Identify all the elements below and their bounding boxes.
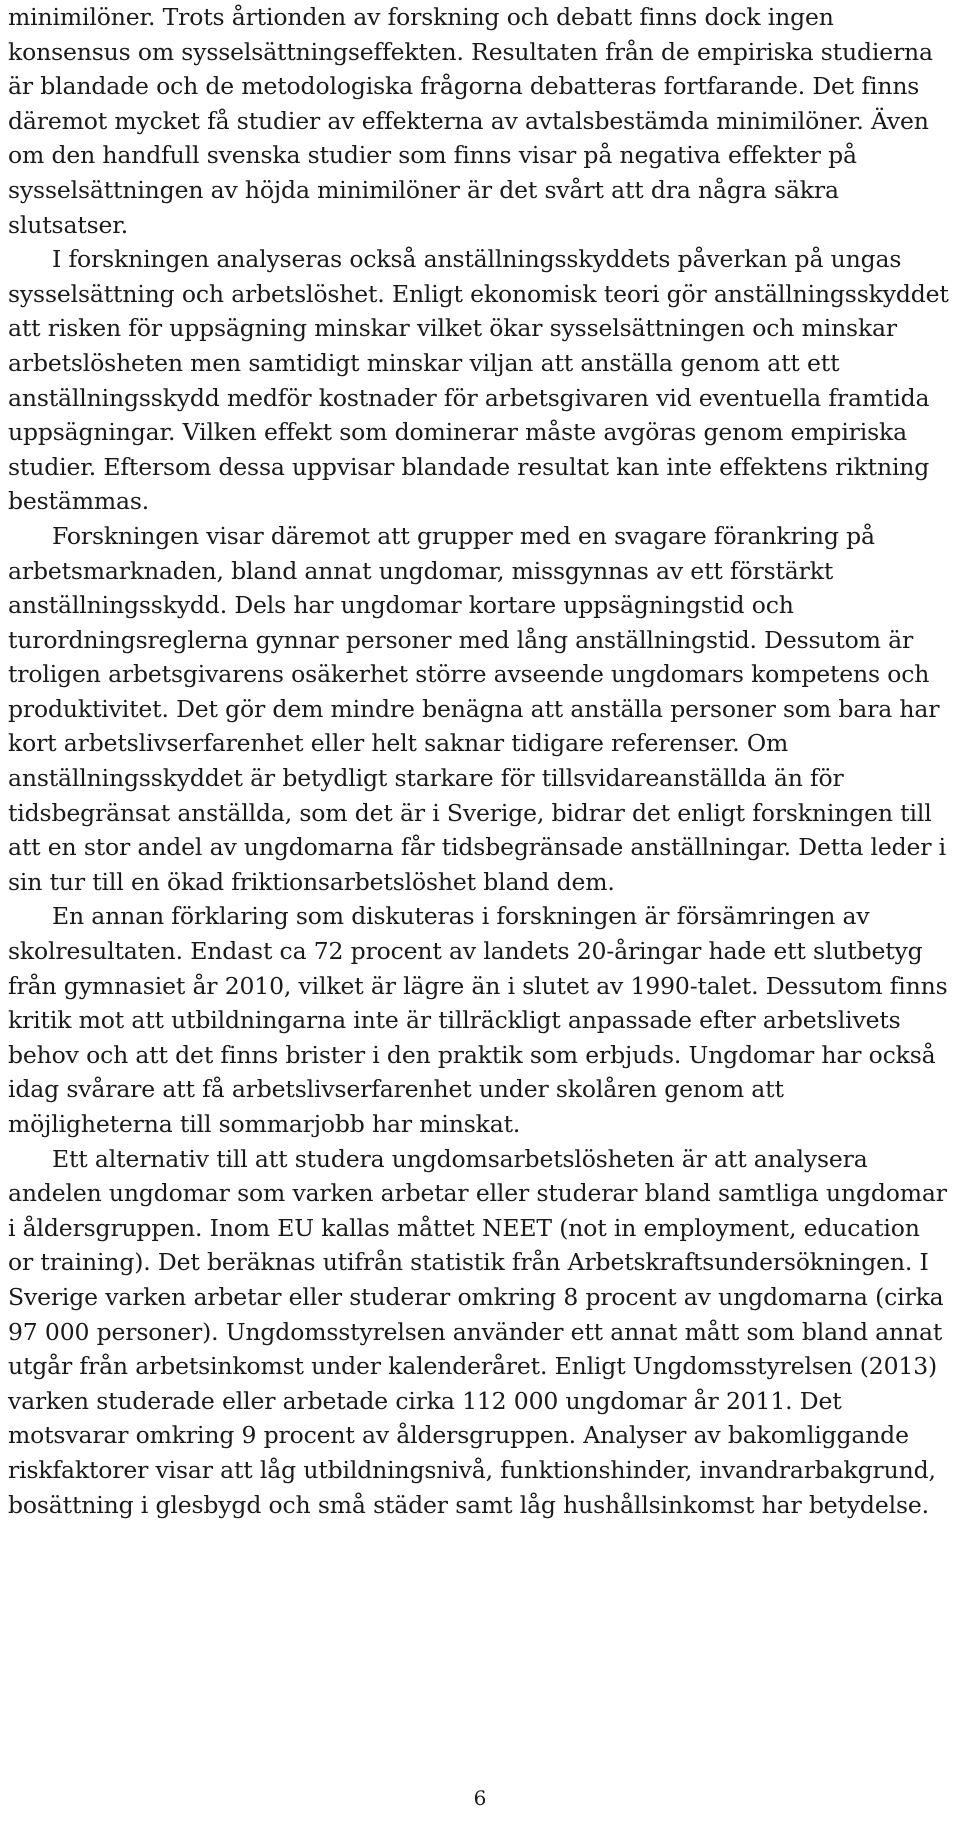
page-number: 6 — [473, 1786, 487, 1810]
paragraph-3: Forskningen visar däremot att grupper med en svagare förankring på arbetsmarknaden, bland annat ungdomar, missgynnas av ett förstärkt anställningsskydd. Dels har ungdomar kortare uppsägningstid och turordningsreglerna gynnar personer med lång anställningstid. Dessutom är troligen arbetsgivarens osäkerhet större avseende ungdomars kompetens och produktivitet. Det gör dem mindre benägna att anställa personer som bara har kort arbetslivserfarenhet eller helt saknar tidigare referenser. Om anställningsskyddet är betydligt starkare för tillsvidareanställda än för tidsbegränsat anställda, som det är i Sverige, bidrar det enligt forskningen till att en stor andel av ungdomarna får tidsbegränsade anställningar. Detta leder i sin tur till en ökad friktionsarbetslöshet bland dem. — [8, 521, 947, 896]
paragraph-5: Ett alternativ till att studera ungdomsarbetslösheten är att analysera andelen ungdomar som varken arbetar eller studerar bland samtliga ungdomar i åldersgruppen. Inom EU kallas måttet NEET (not in employment, education or training). Det beräknas utifrån statistik från Arbetskraftsundersökningen. I Sverige varken arbetar eller studerar omkring 8 procent av ungdomarna (cirka 97 000 personer). Ungdomsstyrelsen använder ett annat mått som bland annat utgår från arbetsinkomst under kalenderåret. Enligt Ungdomsstyrelsen (2013) varken studerade eller arbetade cirka 112 000 ungdomar år 2011. Det motsvarar omkring 9 procent av åldersgruppen. Analyser av bakomliggande riskfaktorer visar att låg utbildningsnivå, funktionshinder, invandrarbakgrund, bosättning i glesbygd och små städer samt låg hushållsinkomst har betydelse. — [8, 1144, 947, 1519]
paragraph-1: minimilöner. Trots årtionden av forskning och debatt finns dock ingen konsensus om sysselsättningseffekten. Resultaten från de empiriska studierna är blandade och de metodologiska frågorna debatteras fortfarande. Det finns däremot mycket få studier av effekterna av avtalsbestämda minimilöner. Även om den handfull svenska studier som finns visar på negativa effekter på sysselsättningen av höjda minimilöner är det svårt att dra några säkra slutsatser. — [8, 3, 933, 239]
document-page — [8, 0, 952, 1522]
paragraph-4: En annan förklaring som diskuteras i forskningen är försämringen av skolresultaten. Endast ca 72 procent av landets 20-åringar hade ett slutbetyg från gymnasiet år 2010, vilket är lägre än i slutet av 1990-talet. Dessutom finns kritik mot att utbildningarna inte är tillräckligt anpassade efter arbetslivets behov och att det finns brister i den praktik som erbjuds. Ungdomar har också idag svårare att få arbetslivserfarenhet under skolåren genom att möjligheterna till sommarjobb har minskat. — [8, 902, 948, 1138]
paragraph-2: I forskningen analyseras också anställningsskyddets påverkan på ungas sysselsättning och arbetslöshet. Enligt ekonomisk teori gör anställningsskyddet att risken för uppsägning minskar vilket ökar sysselsättningen och minskar arbetslösheten men samtidigt minskar viljan att anställa genom att ett anställningsskydd medför kostnader för arbetsgivaren vid eventuella framtida uppsägningar. Vilken effekt som dominerar måste avgöras genom empiriska studier. Eftersom dessa uppvisar blandade resultat kan inte effektens riktning bestämmas. — [8, 245, 949, 516]
